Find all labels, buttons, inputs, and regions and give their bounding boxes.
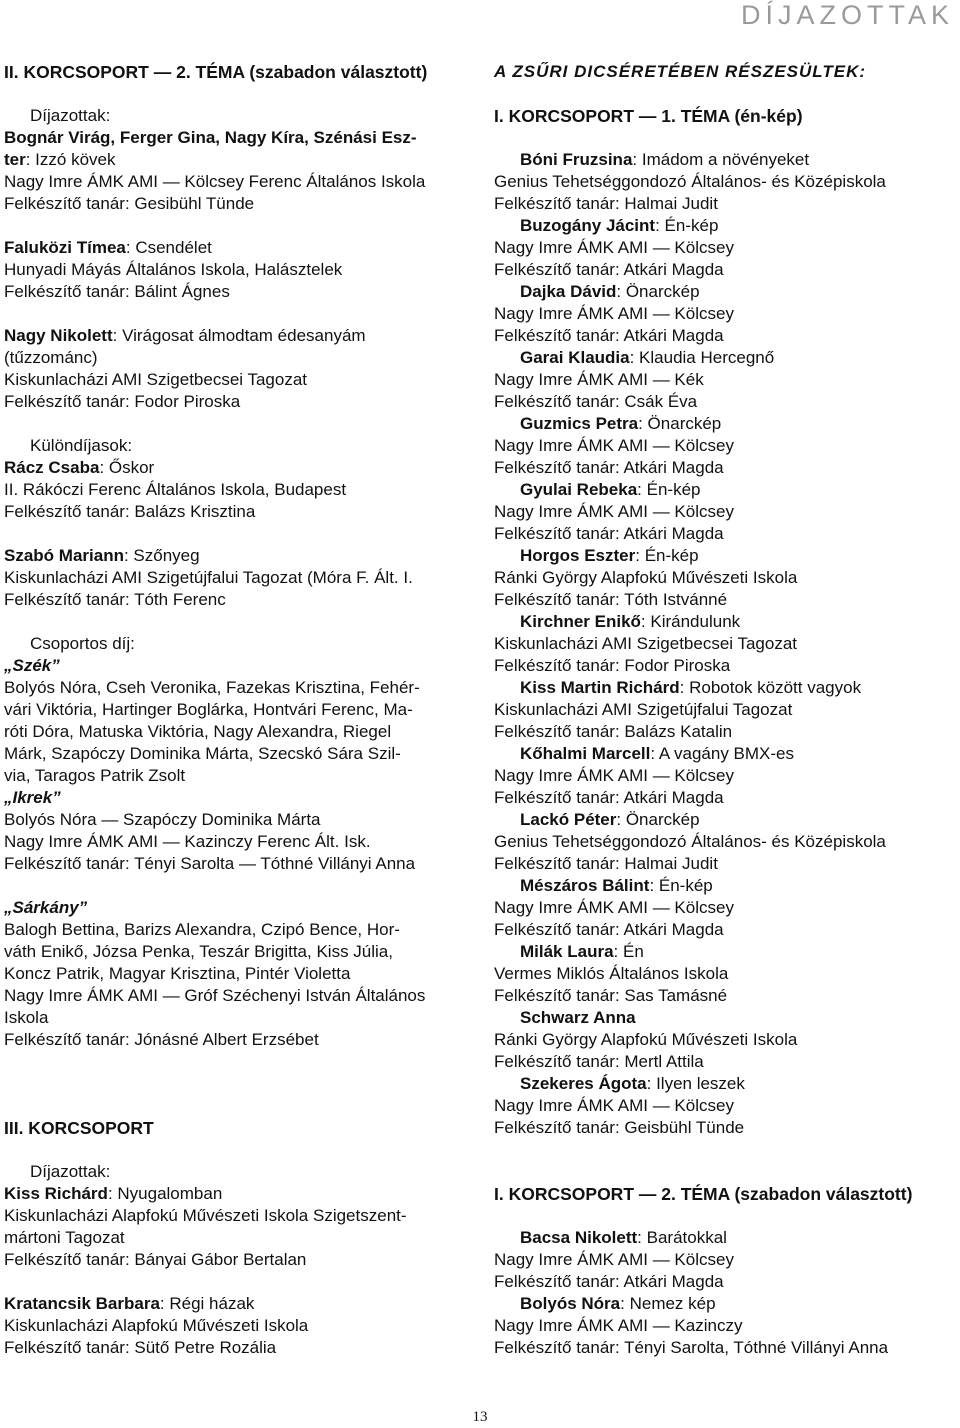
entry-title: : Én-kép (655, 216, 719, 235)
group-title-szek: „Szék” (4, 656, 60, 675)
group-members: Koncz Patrik, Magyar Krisztina, Pintér Violetta (4, 964, 351, 983)
group-teacher: Felkészítő tanár: Tényi Sarolta — Tóthné Villányi Anna (4, 854, 416, 873)
entry-school: Nagy Imre ÁMK AMI — Kölcsey (494, 898, 734, 917)
entry-heading (494, 1227, 956, 1249)
entry-teacher: Felkészítő tanár: Atkári Magda (494, 788, 724, 807)
entry-name: Kiss Martin Richárd (520, 678, 680, 697)
entry-name: Buzogány Jácint (520, 216, 656, 235)
honorable-mentions-list (494, 149, 956, 1139)
entry-school: Vermes Miklós Általános Iskola (494, 964, 729, 983)
entry-name: Garai Klaudia (520, 348, 630, 367)
entry-title: : Robotok között vagyok (679, 678, 862, 697)
page-number: 13 (472, 1409, 488, 1425)
entry-school: Nagy Imre ÁMK AMI — Kölcsey (494, 304, 734, 323)
entry-teacher: Felkészítő tanár: Atkári Magda (494, 524, 724, 543)
entry-name-part: ter (4, 150, 26, 169)
entry-heading (494, 347, 956, 369)
entry-title: : Én-kép (637, 480, 701, 499)
entry-school: Kiskunlacházi AMI Szigetújfalui Tagozat (Móra F. Ált. I. (4, 568, 413, 587)
entry-title: : Ilyen leszek (646, 1074, 745, 1093)
entry-heading (4, 325, 474, 347)
entry-heading (494, 479, 956, 501)
entry-name: Kirchner Enikő (520, 612, 641, 631)
page-header-title: DÍJAZOTTAK (740, 0, 954, 30)
entry-teacher: Felkészítő tanár: Sütő Petre Rozália (4, 1338, 277, 1357)
entry-school: Ránki György Alapfokú Művészeti Iskola (494, 1030, 798, 1049)
entry-heading (494, 677, 956, 699)
entry-school: Nagy Imre ÁMK AMI — Kölcsey (494, 502, 734, 521)
entry-school: Genius Tehetséggondozó Általános- és Középiskola (494, 172, 886, 191)
entry-heading (4, 457, 474, 479)
group-teacher: Felkészítő tanár: Jónásné Albert Erzsébet (4, 1030, 319, 1049)
entry-school: Kiskunlacházi AMI Szigetújfalui Tagozat (494, 700, 793, 719)
entry-heading (4, 1183, 474, 1205)
group-members: Balogh Bettina, Barizs Alexandra, Czipó Bence, Hor- (4, 920, 400, 939)
entry-title: : Barátokkal (637, 1228, 727, 1247)
honorable-mentions-list-2 (494, 1227, 956, 1359)
group-school-cont: Iskola (4, 1008, 49, 1027)
entry-title: : Kirándulunk (640, 612, 741, 631)
entry-heading (494, 611, 956, 633)
group-members: róti Dóra, Matuska Viktória, Nagy Alexandra, Riegel (4, 722, 392, 741)
entry-school: Ránki György Alapfokú Művészeti Iskola (494, 568, 798, 587)
entry-names-cont (4, 149, 474, 171)
entry-title: : Én-kép (649, 876, 713, 895)
entry-teacher: Felkészítő tanár: Halmai Judit (494, 854, 718, 873)
entry-name: Kőhalmi Marcell (520, 744, 651, 763)
entry-school-cont: mártoni Tagozat (4, 1228, 125, 1247)
dijazottak-label: Díjazottak: (30, 106, 111, 125)
entry-title: : Önarckép (616, 810, 700, 829)
entry-school: Kiskunlacházi AMI Szigetbecsei Tagozat (494, 634, 798, 653)
kulondijasok-label: Különdíjasok: (30, 436, 133, 455)
entry-heading (4, 545, 474, 567)
group-members: váth Enikő, Józsa Penka, Teszár Brigitta, Kiss Júlia, (4, 942, 393, 961)
entry-title: : Régi házak (159, 1294, 255, 1313)
entry-school: Nagy Imre ÁMK AMI — Kölcsey (494, 1096, 734, 1115)
entry-teacher: Felkészítő tanár: Fodor Piroska (494, 656, 731, 675)
section-title-i-korcsoport-2: I. KORCSOPORT — 2. TÉMA (szabadon választott) (494, 1184, 913, 1204)
entry-teacher: Felkészítő tanár: Balázs Krisztina (4, 502, 256, 521)
entry-heading (494, 215, 956, 237)
entry-name: Szabó Mariann (4, 546, 124, 565)
right-column (494, 61, 956, 1359)
entry-heading (494, 809, 956, 831)
entry-school: Nagy Imre ÁMK AMI — Kék (494, 370, 704, 389)
entry-title: : Önarckép (616, 282, 700, 301)
group-title-sarkany: „Sárkány” (4, 898, 88, 917)
entry-names: Bognár Virág, Ferger Gina, Nagy Kíra, Szénási Esz- (4, 128, 417, 147)
group-members: Márk, Szapóczy Dominika Márta, Szecskó Sára Szil- (4, 744, 401, 763)
entry-teacher: Felkészítő tanár: Bányai Gábor Bertalan (4, 1250, 307, 1269)
entry-school: Nagy Imre ÁMK AMI — Kölcsey (494, 1250, 734, 1269)
entry-school: Nagy Imre ÁMK AMI — Kölcsey (494, 238, 734, 257)
entry-heading (494, 545, 956, 567)
entry-teacher: Felkészítő tanár: Atkári Magda (494, 920, 724, 939)
entry-teacher: Felkészítő tanár: Sas Tamásné (494, 986, 728, 1005)
entry-teacher: Felkészítő tanár: Csák Éva (494, 392, 698, 411)
entry-title: : A vagány BMX-es (650, 744, 795, 763)
entry-teacher: Felkészítő tanár: Tényi Sarolta, Tóthné Villányi Anna (494, 1338, 889, 1357)
entry-teacher: Felkészítő tanár: Atkári Magda (494, 458, 724, 477)
entry-school: Nagy Imre ÁMK AMI — Kazinczy (494, 1316, 743, 1335)
entry-heading (4, 1293, 474, 1315)
entry-teacher: Felkészítő tanár: Halmai Judit (494, 194, 718, 213)
left-column (4, 61, 474, 1359)
entry-name: Bacsa Nikolett (520, 1228, 638, 1247)
entry-teacher: Felkészítő tanár: Mertl Attila (494, 1052, 704, 1071)
entry-teacher: Felkészítő tanár: Tóth Istvánné (494, 590, 728, 609)
entry-name: Bolyós Nóra (520, 1294, 621, 1313)
entry-name: Mészáros Bálint (520, 876, 650, 895)
jury-section-title: A ZSŰRI DICSÉRETÉBEN RÉSZESÜLTEK: (494, 62, 867, 81)
entry-title: : Szőnyeg (123, 546, 200, 565)
entry-heading (494, 413, 956, 435)
entry-school: Nagy Imre ÁMK AMI — Kölcsey Ferenc Általános Iskola (4, 172, 426, 191)
entry-name: Faluközi Tímea (4, 238, 126, 257)
entry-title: : Őskor (99, 458, 155, 477)
entry-heading (494, 941, 956, 963)
entry-teacher: Felkészítő tanár: Tóth Ferenc (4, 590, 226, 609)
entry-heading (494, 1007, 956, 1029)
entry-teacher: Felkészítő tanár: Atkári Magda (494, 1272, 724, 1291)
entry-name: Gyulai Rebeka (520, 480, 638, 499)
entry-heading (4, 237, 474, 259)
entry-name: Nagy Nikolett (4, 326, 113, 345)
group-school: Nagy Imre ÁMK AMI — Gróf Széchenyi István Általános (4, 986, 426, 1005)
section-title-ii-korcsoport: II. KORCSOPORT — 2. TÉMA (szabadon választott) (4, 62, 428, 82)
group-members: Bolyós Nóra, Cseh Veronika, Fazekas Krisztina, Fehér- (4, 678, 420, 697)
dijazottak-label: Díjazottak: (30, 1162, 111, 1181)
entry-school: Nagy Imre ÁMK AMI — Kölcsey (494, 436, 734, 455)
entry-teacher: Felkészítő tanár: Fodor Piroska (4, 392, 241, 411)
entry-name: Bóni Fruzsina (520, 150, 633, 169)
group-title-ikrek: „Ikrek” (4, 788, 61, 807)
entry-name: Dajka Dávid (520, 282, 617, 301)
entry-name: Szekeres Ágota (520, 1074, 647, 1093)
entry-teacher: Felkészítő tanár: Balázs Katalin (494, 722, 733, 741)
entry-heading (494, 1073, 956, 1095)
entry-name: Kiss Richárd (4, 1184, 108, 1203)
entry-name: Lackó Péter (520, 810, 617, 829)
group-school: Nagy Imre ÁMK AMI — Kazinczy Ferenc Ált. Isk. (4, 832, 371, 851)
entry-heading (494, 875, 956, 897)
entry-teacher: Felkészítő tanár: Bálint Ágnes (4, 282, 230, 301)
section-title-i-korcsoport-1: I. KORCSOPORT — 1. TÉMA (én-kép) (494, 106, 803, 126)
entry-teacher: Felkészítő tanár: Atkári Magda (494, 260, 724, 279)
entry-heading (494, 149, 956, 171)
entry-school: Nagy Imre ÁMK AMI — Kölcsey (494, 766, 734, 785)
entry-title: : Imádom a növényeket (632, 150, 810, 169)
group-members: vári Viktória, Hartinger Boglárka, Hontvári Ferenc, Ma- (4, 700, 413, 719)
entry-name: Kratancsik Barbara (4, 1294, 160, 1313)
entry-teacher: Felkészítő tanár: Geisbühl Tünde (494, 1118, 745, 1137)
group-members: via, Taragos Patrik Zsolt (4, 766, 186, 785)
entry-teacher: Felkészítő tanár: Atkári Magda (494, 326, 724, 345)
section-title-iii-korcsoport: III. KORCSOPORT (4, 1118, 154, 1138)
entry-name: Guzmics Petra (520, 414, 639, 433)
entry-school: Genius Tehetséggondozó Általános- és Középiskola (494, 832, 886, 851)
entry-heading (494, 1293, 956, 1315)
entry-name: Schwarz Anna (520, 1008, 636, 1027)
entry-heading (494, 743, 956, 765)
entry-title: : Én (613, 942, 644, 961)
entry-title: : Nemez kép (620, 1294, 716, 1313)
entry-school: Hunyadi Máyás Általános Iskola, Halásztelek (4, 260, 343, 279)
entry-title: : Nyugalomban (107, 1184, 223, 1203)
entry-name: Horgos Eszter (520, 546, 636, 565)
entry-school: Kiskunlacházi Alapfokú Művészeti Iskola (4, 1316, 309, 1335)
entry-title: : Virágosat álmodtam édesanyám (112, 326, 366, 345)
entry-title: : Önarckép (638, 414, 722, 433)
group-members: Bolyós Nóra — Szapóczy Dominika Márta (4, 810, 321, 829)
entry-title: : Klaudia Hercegnő (629, 348, 775, 367)
entry-title-cont: (tűzzománc) (4, 348, 98, 367)
entry-school: II. Rákóczi Ferenc Általános Iskola, Budapest (4, 480, 347, 499)
entry-name: Milák Laura (520, 942, 614, 961)
entry-heading (494, 281, 956, 303)
csoportos-label: Csoportos díj: (30, 634, 135, 653)
entry-title: : Csendélet (125, 238, 212, 257)
entry-school: Kiskunlacházi Alapfokú Művészeti Iskola Szigetszent- (4, 1206, 407, 1225)
entry-school: Kiskunlacházi AMI Szigetbecsei Tagozat (4, 370, 308, 389)
entry-title: : Én-kép (635, 546, 699, 565)
entry-name: Rácz Csaba (4, 458, 100, 477)
entry-teacher: Felkészítő tanár: Gesibühl Tünde (4, 194, 255, 213)
entry-title: : Izzó kövek (25, 150, 116, 169)
